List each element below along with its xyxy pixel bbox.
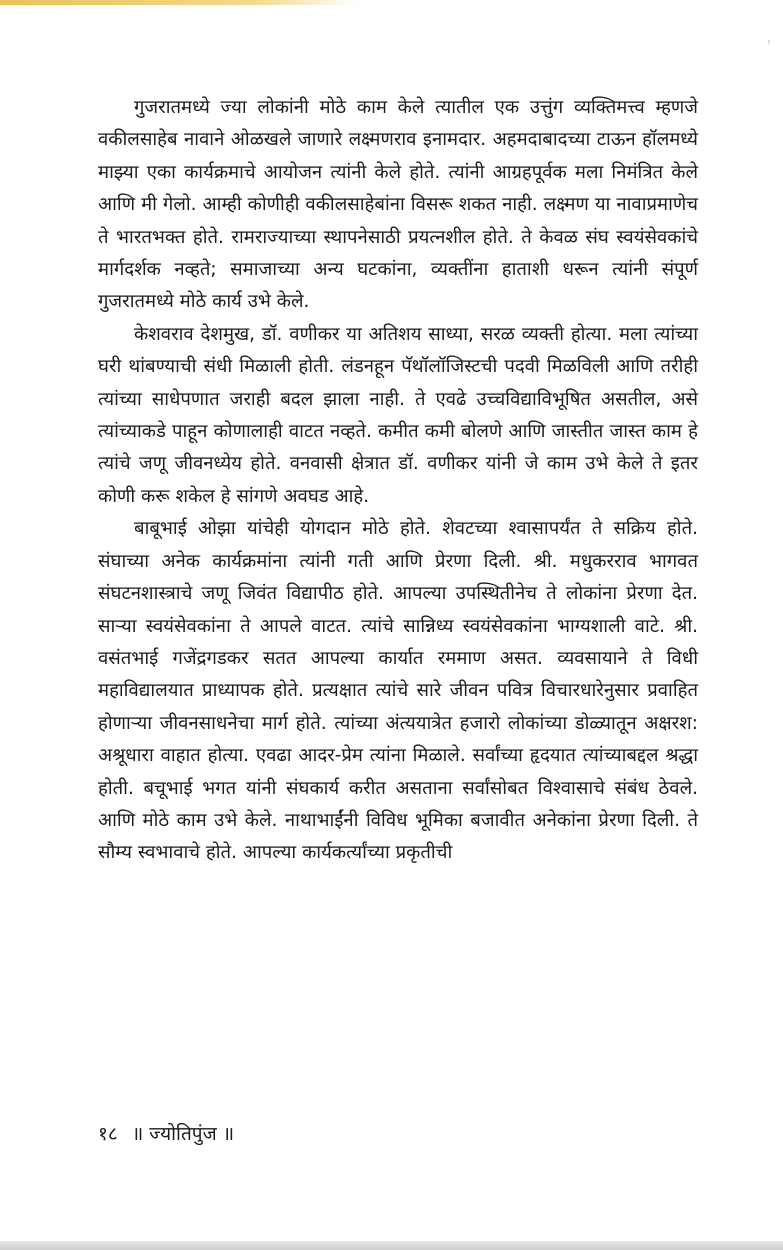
page-footer — [98, 1120, 234, 1146]
top-accent-strip — [0, 0, 360, 5]
page-number: १८ — [98, 1123, 118, 1145]
body-text — [98, 92, 698, 870]
bottom-edge-bar — [0, 1241, 783, 1250]
paragraph-3: बाबूभाई ओझा यांचेही योगदान मोठे होते. शेवटच्या श्वासापर्यंत ते सक्रिय होते. संघाच्या अनेक कार्यक्रमांना त्यांनी गती आणि प्रेरणा दिली. श्री. मधुकरराव भागवत संघटनशास्त्राचे जणू जिवंत विद्यापीठ होते. आपल्या उपस्थितीनेच ते लोकांना प्रेरणा देत. साऱ्या स्वयंसेवकांना ते आपले वाटत. त्यांचे सान्निध्य स्वयंसेवकांना भाग्यशाली वाटे. श्री. वसंतभाई गजेंद्रगडकर सतत आपल्या कार्यात रममाण असत. व्यवसायाने ते विधी महाविद्यालयात प्राध्यापक होते. प्रत्यक्षात त्यांचे सारे जीवन पवित्र विचारधारेनुसार प्रवाहित होणाऱ्या जीवनसाधनेचा मार्ग होते. त्यांच्या अंत्ययात्रेत हजारो लोकांच्या डोळ्यातून अक्षरश: अश्रूधारा वाहात होत्या. एवढा आदर-प्रेम त्यांना मिळाले. सर्वांच्या हृदयात त्यांच्याबद्दल श्रद्धा होती. बचूभाई भगत यांनी संघकार्य करीत असताना सर्वांसोबत विश्वासाचे संबंध ठेवले. आणि मोठे काम उभे केले. नाथाभाईंनी विविध भूमिका बजावीत अनेकांना प्रेरणा दिली. ते सौम्य स्वभावाचे होते. आपल्या कार्यकर्त्यांच्या प्रकृतीची — [98, 518, 698, 864]
book-title: ॥ ज्योतिपुंज ॥ — [131, 1123, 235, 1145]
paragraph-1: गुजरातमध्ये ज्या लोकांनी मोठे काम केले त्यातील एक उत्तुंग व्यक्तिमत्त्व म्हणजे वकीलसाहेब नावाने ओळखले जाणारे लक्ष्मणराव इनामदार. अहमदाबादच्या टाऊन हॉलमध्ये माझ्या एका कार्यक्रमाचे आयोजन त्यांनी केले होते. त्यांनी आग्रहपूर्वक मला निमंत्रित केले आणि मी गेलो. आम्ही कोणीही वकीलसाहेबांना विसरू शकत नाही. लक्ष्मण या नावाप्रमाणेच ते भारतभक्त होते. रामराज्याच्या स्थापनेसाठी प्रयत्नशील होते. ते केवळ संघ स्वयंसेवकांचे मार्गदर्शक नव्हते; समाजाच्या अन्य घटकांना, व्यक्तींना हाताशी धरून त्यांनी संपूर्ण गुजरातमध्ये मोठे कार्य उभे केले. — [98, 97, 698, 313]
corner-mark: ᶠ — [767, 38, 771, 51]
paragraph-2: केशवराव देशमुख, डॉ. वणीकर या अतिशय साध्या, सरळ व्यक्ती होत्या. मला त्यांच्या घरी थांबण्याची संधी मिळाली होती. लंडनहून पॅथॉलॉजिस्टची पदवी मिळविली आणि तरीही त्यांच्या साधेपणात जराही बदल झाला नाही. ते एवढे उच्चविद्याविभूषित असतील, असे त्यांच्याकडे पाहून कोणालाही वाटत नव्हते. कमीत कमी बोलणे आणि जास्तीत जास्त काम हे त्यांचे जणू जीवनध्येय होते. वनवासी क्षेत्रात डॉ. वणीकर यांनी जे काम उभे केले ते इतर कोणी करू शकेल हे सांगणे अवघड आहे. — [98, 323, 698, 507]
